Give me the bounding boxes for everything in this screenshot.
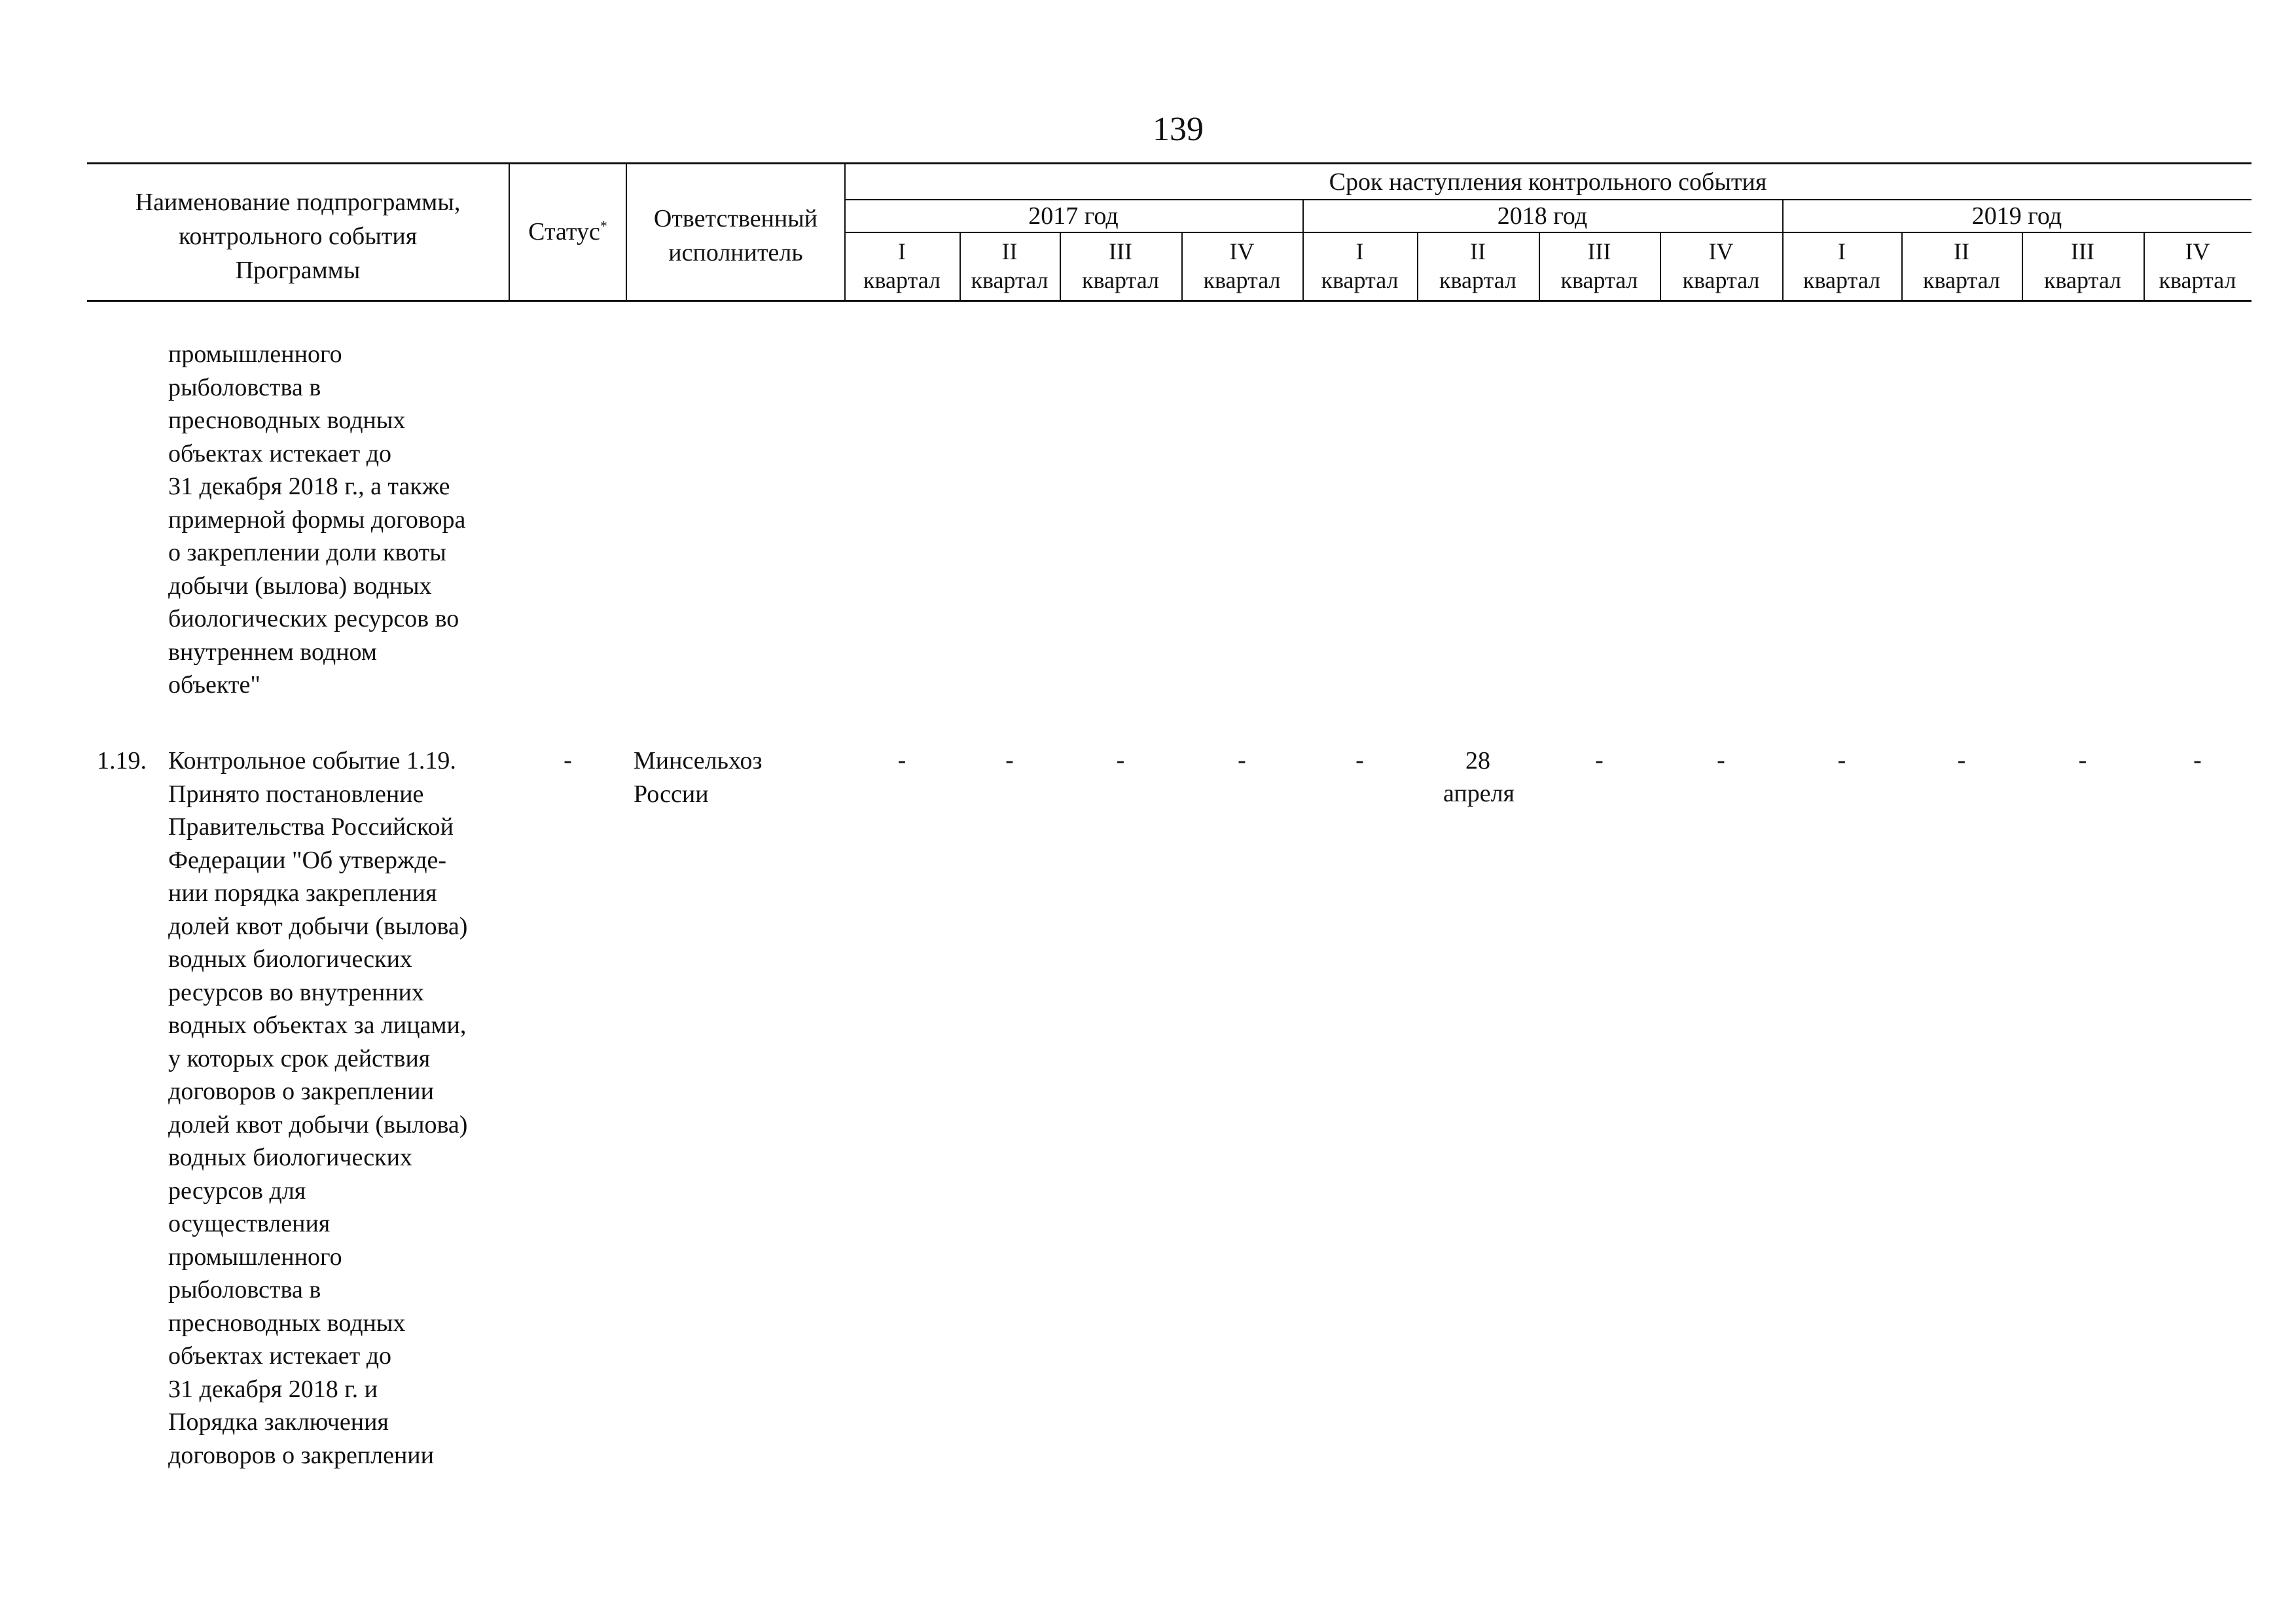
quarter-numeral: III bbox=[1587, 238, 1611, 264]
row-1-19-q2018-4: - bbox=[1717, 746, 1725, 774]
name-line: водных биологических bbox=[168, 945, 412, 973]
quarter-word: квартал bbox=[971, 267, 1049, 293]
name-line: объектах истекает до bbox=[168, 1342, 392, 1370]
quarter-word: квартал bbox=[1203, 267, 1281, 293]
name-line: рыболовства в bbox=[168, 1276, 321, 1304]
header-name-line-1: Наименование подпрограммы, bbox=[135, 189, 461, 216]
name-line: договоров о закреплении bbox=[168, 1441, 434, 1469]
quarter-numeral: IV bbox=[1229, 238, 1255, 264]
quarter-word: квартал bbox=[863, 267, 941, 293]
quarter-numeral: III bbox=[2071, 238, 2094, 264]
page-number: 139 bbox=[1153, 111, 1204, 148]
header-executor bbox=[627, 202, 844, 270]
header-year-2017: 2017 год bbox=[1028, 202, 1119, 230]
name-line: Принято постановление bbox=[168, 780, 424, 808]
row-1-19-q2019-1: - bbox=[1837, 746, 1846, 774]
row-1-19-q2018-2: 28 апреля bbox=[1443, 747, 1515, 807]
name-line: 31 декабря 2018 г., а также bbox=[168, 473, 450, 500]
executor-line: Минсельхоз bbox=[634, 747, 762, 775]
name-line: о закреплении доли квоты bbox=[168, 539, 446, 566]
quarter-numeral: II bbox=[1001, 238, 1018, 264]
name-line: нии порядка закрепления bbox=[168, 879, 437, 907]
name-line: Федерации "Об утвержде- bbox=[168, 846, 447, 874]
header-quarter-2018-4 bbox=[1660, 237, 1782, 295]
header-bottom-rule bbox=[87, 300, 2251, 302]
row-1-19-q2019-2: - bbox=[1957, 746, 1966, 774]
quarter-word: квартал bbox=[1560, 267, 1638, 293]
header-name bbox=[87, 185, 509, 287]
header-quarter-2019-4 bbox=[2144, 237, 2251, 295]
executor-line: России bbox=[634, 780, 709, 808]
quarter-word: квартал bbox=[1082, 267, 1159, 293]
name-line: у которых срок действия bbox=[168, 1044, 431, 1072]
quarter-word: квартал bbox=[1439, 267, 1516, 293]
quarter-numeral: IV bbox=[1708, 238, 1734, 264]
name-line: рыболовства в bbox=[168, 373, 321, 401]
header-quarter-2019-1 bbox=[1782, 237, 1901, 295]
quarter-word: квартал bbox=[1923, 267, 2000, 293]
name-line: Порядка заключения bbox=[168, 1408, 389, 1436]
header-quarter-2018-3 bbox=[1539, 237, 1660, 295]
row-1-19-q2017-1: - bbox=[897, 746, 906, 774]
quarter-numeral: I bbox=[1838, 238, 1846, 264]
header-quarter-2018-1 bbox=[1302, 237, 1417, 295]
row-1-19-status: - bbox=[564, 746, 572, 774]
name-line: долей квот добычи (вылова) bbox=[168, 912, 468, 940]
header-year-2018: 2018 год bbox=[1497, 202, 1588, 230]
status-footnote-mark: * bbox=[600, 217, 607, 234]
name-line: примерной формы договора bbox=[168, 505, 466, 534]
row-1-19-q2019-3: - bbox=[2078, 746, 2087, 774]
header-quarter-2019-2 bbox=[1901, 237, 2022, 295]
header-status-label: Статус bbox=[528, 218, 600, 246]
quarter-numeral: III bbox=[1109, 238, 1132, 264]
header-deadline-title: Срок наступления контрольного события bbox=[1329, 168, 1767, 196]
years-rule bbox=[844, 232, 2251, 233]
header-quarter-2017-2 bbox=[960, 237, 1060, 295]
quarter-word: квартал bbox=[2044, 267, 2121, 293]
quarter-numeral: IV bbox=[2185, 238, 2210, 264]
row-1-19-q2018-3: - bbox=[1595, 746, 1604, 774]
name-line: водных объектах за лицами, bbox=[168, 1012, 467, 1039]
header-year-2019: 2019 год bbox=[1971, 202, 2062, 230]
name-line: промышленного bbox=[168, 340, 342, 368]
name-line: добычи (вылова) водных bbox=[168, 572, 432, 600]
quarter-numeral: I bbox=[898, 238, 906, 264]
header-quarter-2017-4 bbox=[1181, 237, 1302, 295]
table-top-rule bbox=[87, 162, 2251, 164]
row-1-19-name bbox=[168, 744, 467, 1472]
header-quarter-2019-3 bbox=[2022, 237, 2144, 295]
name-line: пресноводных водных bbox=[168, 407, 406, 434]
header-name-line-2: контрольного события bbox=[178, 223, 418, 250]
header-quarter-2017-3 bbox=[1060, 237, 1181, 295]
quarter-numeral: II bbox=[1954, 238, 1969, 264]
header-name-line-3: Программы bbox=[235, 257, 361, 284]
name-line: объекте" bbox=[168, 671, 260, 699]
name-line: биологических ресурсов во bbox=[168, 605, 459, 632]
header-quarter-2018-2 bbox=[1417, 237, 1539, 295]
name-line: долей квот добычи (вылова) bbox=[168, 1110, 468, 1139]
row-1-19-q2017-4: - bbox=[1238, 746, 1246, 774]
quarter-word: квартал bbox=[2159, 267, 2236, 293]
row-1-19-q2017-3: - bbox=[1116, 746, 1125, 774]
name-line: осуществления bbox=[168, 1210, 331, 1237]
row-continuation-name bbox=[168, 338, 465, 702]
name-line: Контрольное событие 1.19. bbox=[168, 747, 456, 775]
row-1-19-q2017-2: - bbox=[1005, 746, 1014, 774]
row-1-19-executor bbox=[634, 744, 762, 811]
name-line: пресноводных водных bbox=[168, 1309, 406, 1337]
header-executor-line-1: Ответственный bbox=[653, 205, 818, 232]
header-executor-line-2: исполнитель bbox=[668, 239, 803, 266]
name-line: водных биологических bbox=[168, 1144, 412, 1171]
name-line: промышленного bbox=[168, 1243, 342, 1271]
name-line: ресурсов для bbox=[168, 1176, 306, 1205]
row-1-19-q2019-4: - bbox=[2193, 746, 2202, 774]
name-line: ресурсов во внутренних bbox=[168, 978, 424, 1006]
header-quarter-2017-1 bbox=[844, 237, 960, 295]
quarter-word: квартал bbox=[1803, 267, 1880, 293]
name-line: Правительства Российской bbox=[168, 813, 454, 841]
quarter-numeral: II bbox=[1470, 238, 1486, 264]
header-status bbox=[510, 217, 626, 246]
quarter-word: квартал bbox=[1321, 267, 1399, 293]
row-number-1-19: 1.19. bbox=[97, 747, 147, 775]
control-events-table bbox=[87, 162, 2251, 1570]
deadline-title-rule bbox=[844, 199, 2251, 200]
row-1-19-q2018-1: - bbox=[1355, 746, 1364, 774]
name-line: 31 декабря 2018 г. и bbox=[168, 1375, 378, 1403]
quarter-word: квартал bbox=[1682, 267, 1760, 293]
quarter-numeral: I bbox=[1355, 238, 1364, 264]
name-line: договоров о закреплении bbox=[168, 1078, 434, 1105]
name-line: внутреннем водном bbox=[168, 638, 377, 666]
name-line: объектах истекает до bbox=[168, 439, 392, 467]
